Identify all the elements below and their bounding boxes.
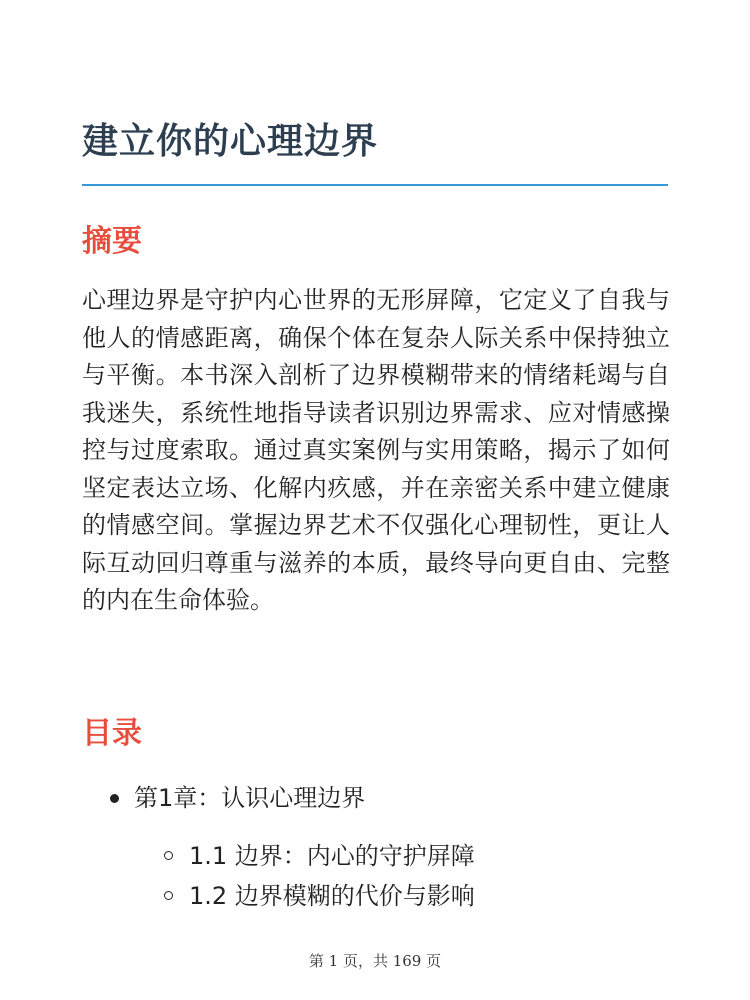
toc-section-label: 1.2 边界模糊的代价与影响 — [189, 882, 475, 910]
abstract-heading: 摘要 — [82, 224, 142, 259]
toc-chapter-label: 第1章：认识心理边界 — [134, 784, 366, 812]
bullet-circle-icon — [164, 851, 173, 860]
page-number-footer: 第 1 页，共 169 页 — [308, 952, 442, 970]
toc-section-label: 1.1 边界：内心的守护屏障 — [189, 842, 475, 870]
toc-section-1-2[interactable] — [82, 876, 668, 916]
document-title: 建立你的心理边界 — [82, 121, 379, 162]
abstract-body: 心理边界是守护内心世界的无形屏障，它定义了自我与他人的情感距离，确保个体在复杂人际关系中保持独立与平衡。本书深入剖析了边界模糊带来的情绪耗竭与自我迷失，系统性地指导读者识别边界需求、应对情感操控与过度索取。通过真实案例与实用策略，揭示了如何坚定表达立场、化解内疚感，并在亲密关系中建立健康的情感空间。掌握边界艺术不仅强化心理韧性，更让人际互动回归尊重与滋养的本质，最终导向更自由、完整的内在生命体验。 — [82, 286, 670, 614]
toc-heading: 目录 — [82, 716, 142, 751]
title-divider — [82, 184, 668, 186]
bullet-disc-icon — [110, 794, 119, 803]
toc-section-1-1[interactable] — [82, 836, 668, 876]
toc-list — [82, 778, 668, 910]
toc-chapter-1[interactable] — [82, 778, 668, 910]
bullet-circle-icon — [164, 891, 173, 900]
toc-section-list — [82, 836, 668, 916]
